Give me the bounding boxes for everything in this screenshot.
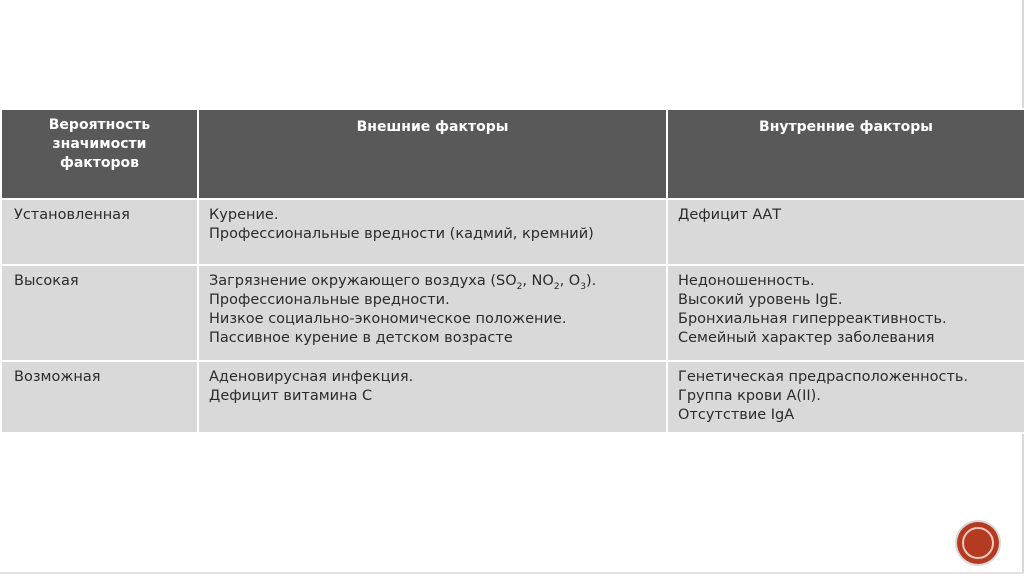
factors-table-container — [0, 108, 1024, 434]
external-factors-cell — [198, 361, 667, 433]
factor-line: Курение. — [209, 207, 279, 223]
factor-line: Профессиональные вредности. — [209, 292, 450, 308]
header-probability-line: Вероятность — [48, 117, 151, 133]
factors-table — [0, 108, 1024, 434]
factor-line: Профессиональные вредности (кадмий, кремний) — [209, 226, 594, 242]
internal-factors-cell — [667, 361, 1024, 433]
table-row — [1, 265, 1024, 361]
probability-cell: Установленная — [1, 199, 198, 265]
factor-line: Семейный характер заболевания — [678, 330, 935, 346]
factor-line: Генетическая предрасположенность. — [678, 369, 969, 385]
circle-nav-icon[interactable] — [957, 522, 999, 564]
factor-line: Дефицит витамина С — [209, 388, 373, 404]
factor-line: Пассивное курение в детском возрасте — [209, 330, 513, 346]
factor-line: Высокий уровень IgE. — [678, 292, 843, 308]
internal-factors-cell — [667, 265, 1024, 361]
internal-factors-cell — [667, 199, 1024, 265]
factor-line: Группа крови A(II). — [678, 388, 821, 404]
external-factors-cell — [198, 265, 667, 361]
pollution-text: ). — [585, 273, 597, 289]
probability-cell: Высокая — [1, 265, 198, 361]
pollution-text: , NO — [522, 273, 554, 289]
table-header-row — [1, 109, 1024, 199]
header-probability — [1, 109, 198, 199]
table-row — [1, 199, 1024, 265]
factor-line: Дефицит ААТ — [678, 207, 782, 223]
subscript: 2 — [553, 281, 560, 292]
pollution-text: Загрязнение окружающего воздуха (SO — [209, 273, 517, 289]
factor-line: Недоношенность. — [678, 273, 815, 289]
table-row — [1, 361, 1024, 433]
subscript: 3 — [580, 281, 586, 292]
external-factors-cell — [198, 199, 667, 265]
pollution-text: , O — [559, 273, 581, 289]
factor-line: Бронхиальная гиперреактивность. — [678, 311, 947, 327]
factor-line: Низкое социально-экономическое положение. — [209, 311, 567, 327]
probability-cell: Возможная — [1, 361, 198, 433]
header-external-factors: Внешние факторы — [198, 109, 667, 199]
factor-line: Отсутствие IgA — [678, 407, 795, 423]
header-probability-line: факторов — [59, 155, 140, 171]
factor-line-air-pollution — [209, 272, 658, 291]
subscript: 2 — [516, 281, 523, 292]
factor-line: Аденовирусная инфекция. — [209, 369, 414, 385]
header-internal-factors: Внутренние факторы — [667, 109, 1024, 199]
header-probability-line: значимости — [52, 136, 147, 152]
